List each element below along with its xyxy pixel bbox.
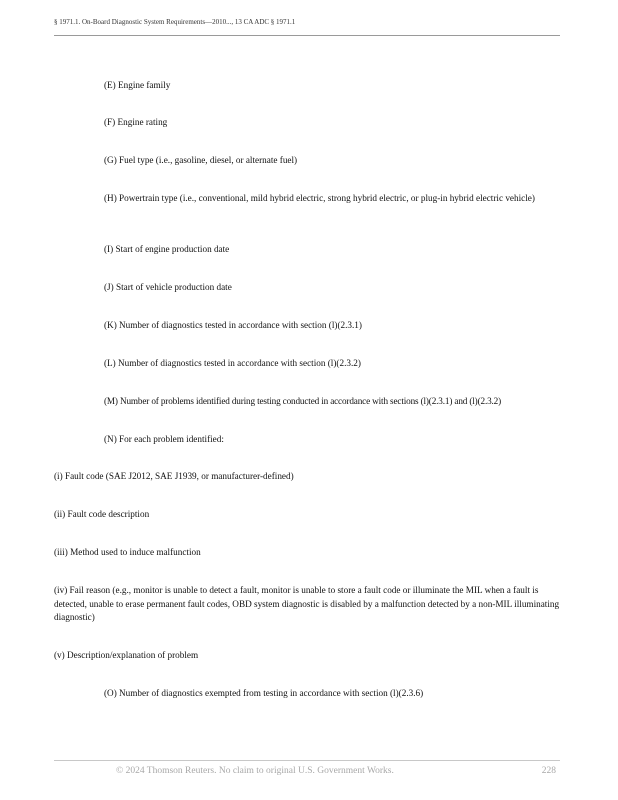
item-i-fault-code: (i) Fault code (SAE J2012, SAE J1939, or manufacturer-defined) [54,471,294,481]
paragraph-o-diagnostics-exempted: (O) Number of diagnostics exempted from testing in accordance with section (l)(2.3.6) [104,688,424,698]
footer-divider [54,760,560,761]
footer-copyright: © 2024 Thomson Reuters. No claim to original U.S. Government Works. [116,766,394,776]
paragraph-n-each-problem: (N) For each problem identified: [104,434,224,444]
paragraph-g-fuel-type: (G) Fuel type (i.e., gasoline, diesel, or alternate fuel) [104,155,298,165]
item-ii-fault-code-description: (ii) Fault code description [54,509,150,519]
paragraph-h-powertrain-type: (H) Powertrain type (i.e., conventional, mild hybrid electric, strong hybrid electric, or plug-in hybrid electric vehicle) [104,193,535,203]
running-header: § 1971.1. On-Board Diagnostic System Requirements—2010..., 13 CA ADC § 1971.1 [54,18,560,36]
item-v-problem-description: (v) Description/explanation of problem [54,650,199,660]
page-number: 228 [541,766,556,776]
paragraph-k-diagnostics-tested: (K) Number of diagnostics tested in accordance with section (l)(2.3.1) [104,320,362,330]
paragraph-e-engine-family: (E) Engine family [104,80,171,90]
paragraph-f-engine-rating: (F) Engine rating [104,117,168,127]
paragraph-j-vehicle-production-date: (J) Start of vehicle production date [104,282,232,292]
item-iv-fail-reason: (iv) Fail reason (e.g., monitor is unable to detect a fault, monitor is unable to store a fault code or illuminate the MIL when a fault is detected, unable to erase permanent fault codes, OBD system diagnostic is disabled by a malfunction detected by a non-MIL illuminating diagnostic) [54,585,560,622]
paragraph-m-problems-identified: (M) Number of problems identified during testing conducted in accordance with sections (l)(2.3.1) and (l)(2.3.2) [104,396,502,406]
paragraph-i-engine-production-date: (I) Start of engine production date [104,244,230,254]
paragraph-l-diagnostics-tested: (L) Number of diagnostics tested in accordance with section (l)(2.3.2) [104,358,361,368]
item-iii-induce-method: (iii) Method used to induce malfunction [54,547,201,557]
